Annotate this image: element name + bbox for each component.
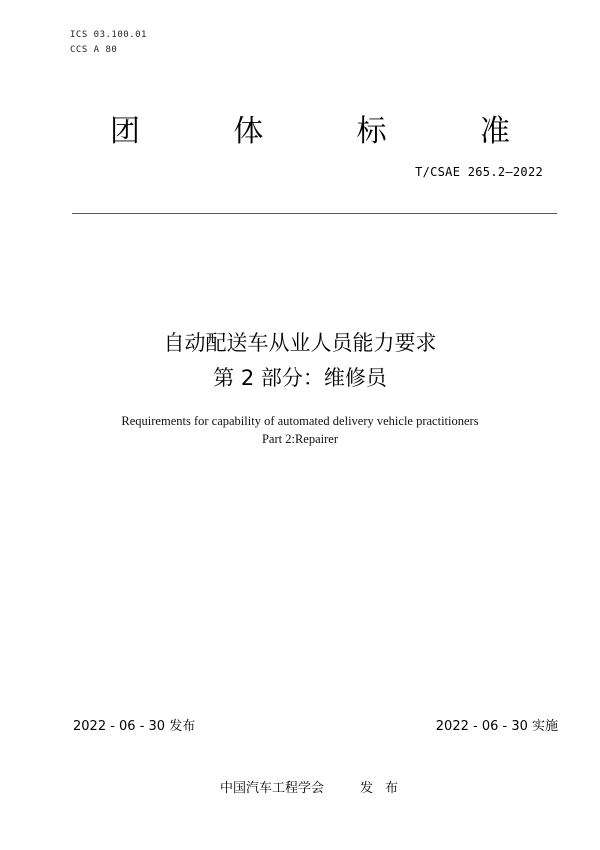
issue-label: 发布 — [360, 781, 411, 796]
standard-type-char: 体 — [233, 114, 264, 149]
standard-number: T/CSAE 265.2—2022 — [415, 165, 543, 179]
standard-type-char: 标 — [356, 114, 387, 149]
ccs-code: CCS A 80 — [70, 45, 118, 55]
implement-date: 2022 - 06 - 30 实施 — [435, 719, 558, 734]
standard-type-heading — [110, 112, 510, 152]
chinese-title-line-2: 第 2 部分：维修员 — [213, 366, 387, 390]
english-title-line-2: Part 2:Repairer — [261, 432, 338, 446]
chinese-title-line-1: 自动配送车从业人员能力要求 — [163, 331, 437, 355]
publish-date: 2022 - 06 - 30 发布 — [73, 719, 196, 734]
header-divider — [72, 213, 557, 214]
issuing-organization: 中国汽车工程学会 — [220, 781, 325, 796]
english-title-line-1: Requirements for capability of automated delivery vehicle practitioners — [121, 414, 479, 428]
standard-type-char: 团 — [110, 114, 140, 149]
standard-type-char: 准 — [479, 114, 510, 149]
ics-code: ICS 03.100.01 — [70, 30, 147, 40]
